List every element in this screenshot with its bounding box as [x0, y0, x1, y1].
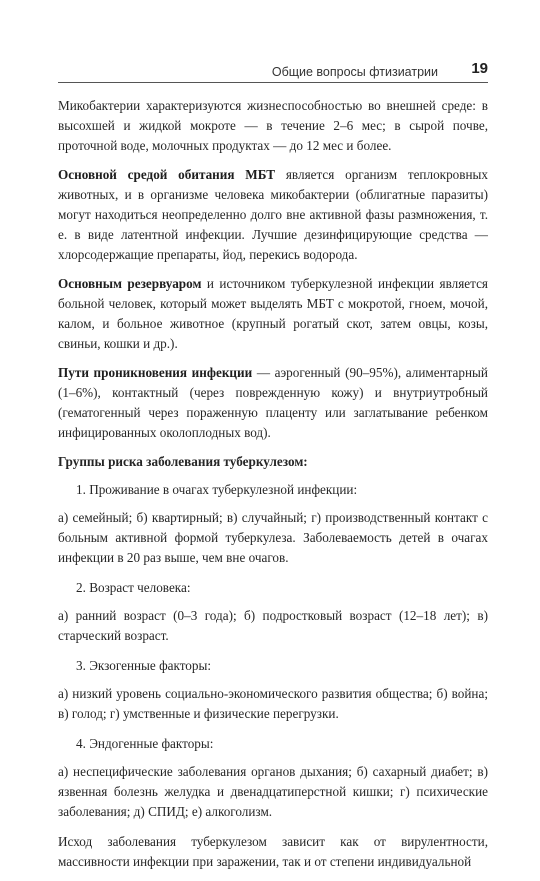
risk-item-text: а) семейный; б) квартирный; в) случайный; г) производственный контакт с больным активной формой туберкулеза. Заболеваемость детей в очагах инфекции в 20 раз выше, чем вне очагов. [58, 510, 488, 565]
reservoir-text: и источником туберкулезной инфекции является больной человек, который может выделять МБТ с мокротой, гноем, мочой, калом, и больное животное (крупный рогатый скот, затем овцы, козы, свиньи, кошки и др.). [58, 276, 488, 351]
header-rule [58, 82, 488, 83]
paragraph-reservoir [58, 274, 488, 354]
running-title: Общие вопросы фтизиатрии [271, 65, 438, 79]
routes-text: — аэрогенный (90–95%), алиментарный (1–6%), контактный (через поврежденную кожу) и внутриутробный (гематогенный через пораженную плаценту или заглатывание ребенком инфицированных околоплодных вод). [58, 365, 488, 440]
risk-item-text: а) неспецифические заболевания органов дыхания; б) сахарный диабет; в) язвенная болезнь желудка и двенадцатиперстной кишки; г) психические заболевания; д) СПИД; е) алкоголизм. [58, 764, 488, 819]
risk-item-label: 4. Эндогенные факторы: [76, 736, 214, 751]
page-header [58, 56, 488, 82]
page-number: 19 [471, 60, 488, 77]
paragraph-habitat [58, 165, 488, 265]
page-body [58, 96, 488, 881]
reservoir-term: Основным резервуаром [58, 276, 202, 291]
routes-term: Пути проникновения инфекции [58, 365, 253, 380]
risk-item-label: 1. Проживание в очагах туберкулезной инфекции: [76, 482, 358, 497]
paragraph-survival: Микобактерии характеризуются жизнеспособностью во внешней среде: в высохшей и жидкой мокроте — в течение 2–6 мес; в сырой почве, проточной воде, молочных продуктах — до 12 мес и более. [58, 98, 488, 153]
paragraph-routes [58, 363, 488, 443]
habitat-term: Основной средой обитания МБТ [58, 167, 276, 182]
habitat-text: является организм теплокровных животных, и в организме человека микобактерии (облигатные паразиты) могут находиться неопределенно долго вне активной фазы размножения, т. е. в виде латентной инфекции. Лучшие дезинфицирующие средства — хлорсодержащие препараты, йод, перекись водорода. [58, 167, 488, 262]
risk-item-text: а) низкий уровень социально-экономического развития общества; б) война; в) голод; г) умственные и физические перегрузки. [58, 686, 488, 721]
risk-item-label: 2. Возраст человека: [76, 580, 191, 595]
risk-groups-heading: Группы риска заболевания туберкулезом: [58, 454, 308, 469]
risk-item-text: а) ранний возраст (0–3 года); б) подростковый возраст (12–18 лет); в) старческий возраст. [58, 608, 488, 643]
risk-item-label: 3. Экзогенные факторы: [76, 658, 211, 673]
paragraph-outcome: Исход заболевания туберкулезом зависит как от вирулентности, массивности инфекции при заражении, так и от степени индивидуальной [58, 834, 488, 869]
